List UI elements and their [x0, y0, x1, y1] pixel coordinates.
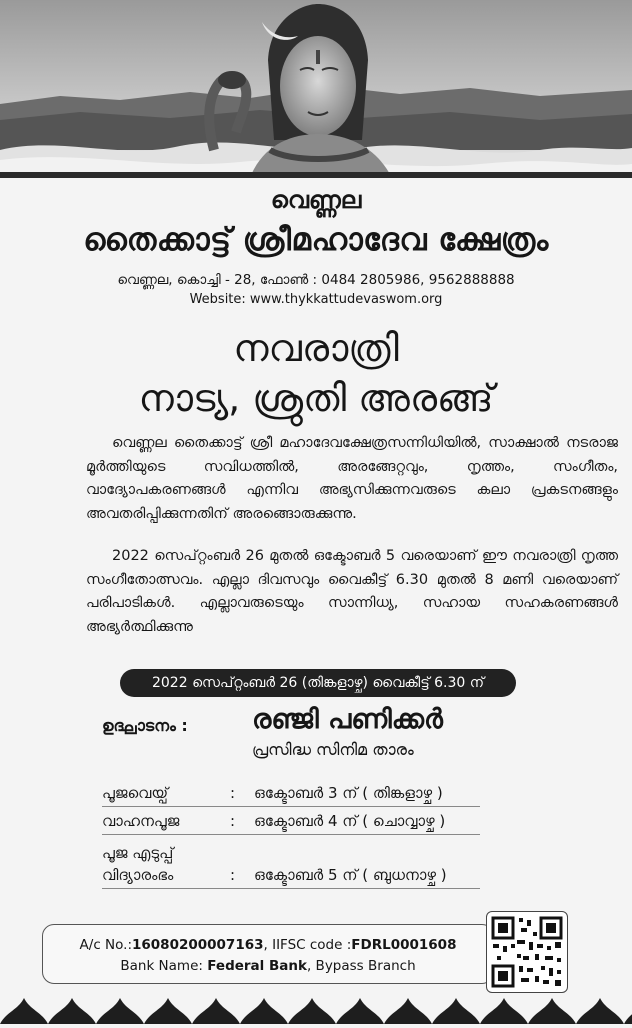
schedule-date: ഒക്ടോബർ 3 ന് ( തിങ്കളാഴ്ച ) [254, 784, 443, 802]
bank-label: Bank Name: [120, 958, 203, 974]
temple-name: തൈക്കാട്ട് ശ്രീമഹാദേവ ക്ഷേത്രം [83, 222, 549, 258]
guest-name: രഞ്ജി പണിക്കർ [252, 704, 443, 735]
bank-name: Federal Bank [207, 958, 307, 974]
ifsc-code: FDRL0001608 [351, 937, 457, 953]
temple-address: വെണ്ണല, കൊച്ചി - 28, ഫോൺ : 0484 2805986, 9562888888 [117, 272, 515, 288]
decorative-arch-border [0, 994, 632, 1024]
bank-account-line [43, 937, 493, 953]
schedule-date: ഒക്ടോബർ 4 ന് ( ചൊവ്വാഴ്ച ) [254, 812, 446, 830]
schedule-date: ഒക്ടോബർ 5 ന് ( ബുധനാഴ്ച ) [254, 866, 447, 884]
qr-code-icon [486, 911, 568, 993]
event-title-line1: നവരാത്രി [233, 326, 399, 370]
description-paragraph-1: വെണ്ണല തൈക്കാട്ട് ശ്രീ മഹാദേവക്ഷേത്രസന്നിധിയിൽ, സാക്ഷാൽ നടരാജ മൂർത്തിയുടെ സവിധത്തിൽ, അരങ്ങേറ്റവും, നൃത്തം, സംഗീതം, വാദ്യോപകരണങ്ങൾ എന്നിവ അഭ്യസിക്കുന്നവരുടെ കലാ പ്രകടനങ്ങളും അവതരിപ്പിക്കുന്നതിന് അരങ്ങൊരുക്കുന്നു. [86, 435, 618, 522]
schedule-label: പൂജവെയ്പ് [102, 784, 169, 802]
inauguration-label: ഉദ്ഘാടനം : [102, 716, 188, 735]
account-label: A/c No.: [79, 937, 132, 953]
schedule-label-line2: വിദ്യാരംഭം [102, 866, 174, 884]
schedule-row [102, 836, 480, 889]
schedule-colon: : [230, 812, 236, 830]
bank-branch: , Bypass Branch [306, 958, 416, 974]
inauguration-date-banner: 2022 സെപ്റ്റംബർ 26 (തിങ്കളാഴ്ച) വൈകീട്ട് 6.30 ന് [120, 669, 516, 697]
bank-details-box [42, 924, 494, 984]
schedule-row [102, 808, 480, 835]
ifsc-label: , IIFSC code : [263, 937, 352, 953]
schedule-label: വാഹനപൂജ [102, 812, 180, 830]
arch-shape [0, 998, 632, 1024]
schedule-row [102, 780, 480, 807]
place-title: വെണ്ണല [270, 186, 362, 214]
deity-banner-image [0, 0, 632, 178]
schedule-colon: : [230, 866, 236, 884]
guest-role: പ്രസിദ്ധ സിനിമ താരം [252, 740, 414, 759]
temple-website: Website: www.thykkattudevaswom.org [189, 292, 443, 307]
account-number: 16080200007163 [132, 937, 264, 953]
event-title-line2: നാട്യ, ശ്രുതി അരങ്ങ് [138, 376, 494, 420]
bank-name-line [43, 958, 493, 974]
schedule-colon: : [230, 784, 236, 802]
schedule-label-line1: പൂജ എടുപ്പ് [102, 844, 174, 862]
description-paragraph-2: 2022 സെപ്റ്റംബർ 26 മുതൽ ഒക്ടോബർ 5 വരെയാണ് ഈ നവരാത്രി നൃത്ത സംഗീതോത്സവം. എല്ലാ ദിവസവും വൈകീട്ട് 6.30 മുതൽ 8 മണി വരെയാണ് പരിപാടികൾ. എല്ലാവരുടെയും സാന്നിധ്യ, സഹായ സഹകരണങ്ങൾ അഭ്യർത്ഥിക്കുന്നു [86, 548, 618, 635]
